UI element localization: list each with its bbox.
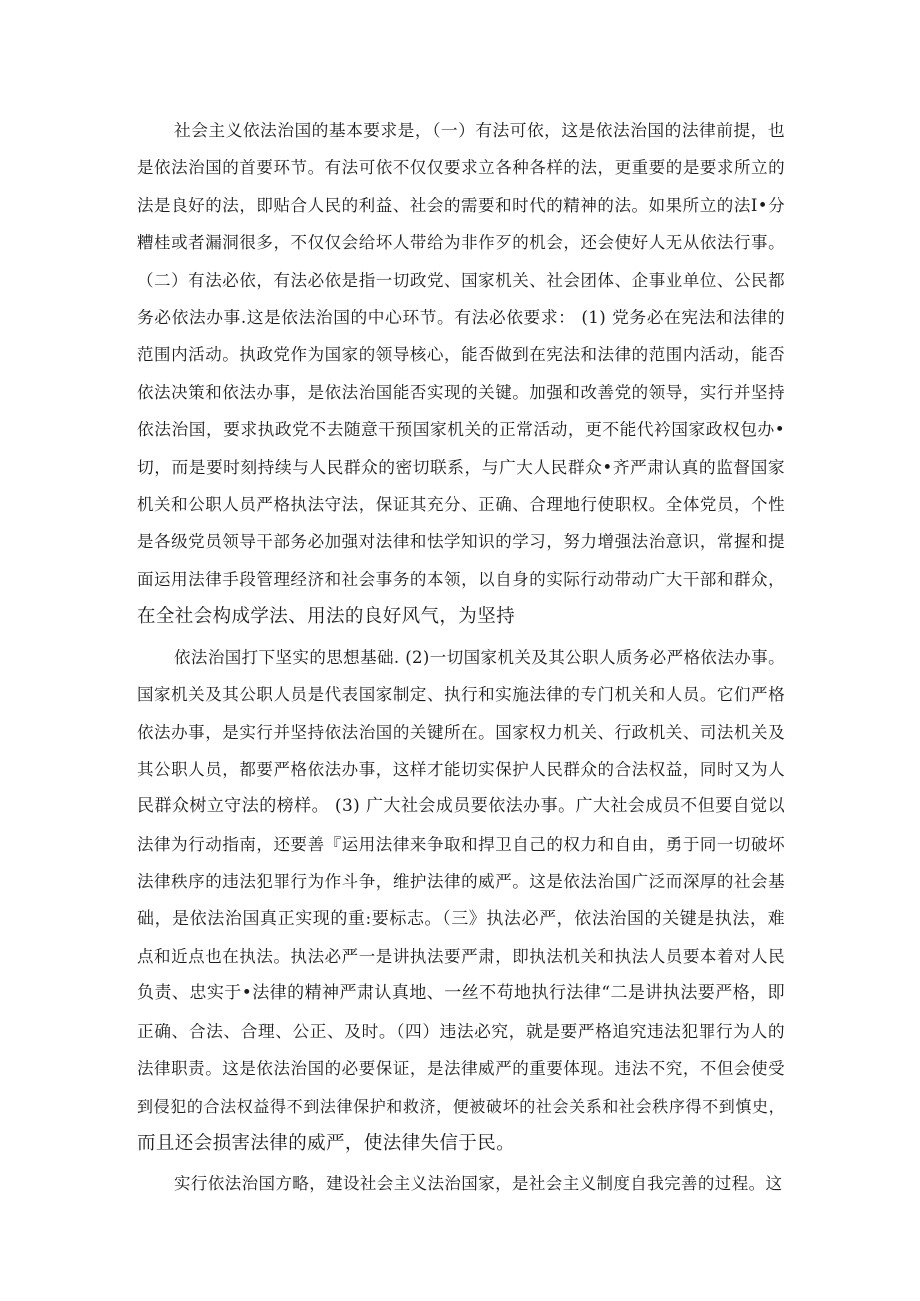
text-line: （二）有法必依，有法必依是指一切政党、国家机关、社会团体、企事业单位、公民都	[137, 270, 785, 290]
text-line: 点和近点也在执法。执法必严一是讲执法要严肃，即执法机关和执法人员要本着对人民	[137, 946, 785, 966]
paragraph-1	[137, 112, 785, 636]
text-line: 实行依法治国方略，建设社会主义法治国家，是社会主义制度自我完善的过程。这	[174, 1174, 783, 1194]
text-line: 其公职人员，都要严格依法办事，这样才能切实保护人民群众的合法权益，同时又为人	[137, 759, 785, 779]
text-line: 切，而是要时刻持续与人民群众的密切联系，与广大人民群众•齐严肃认真的监督国家	[137, 456, 785, 477]
text-line: 机关和公职人员严格执法守法，保证其充分、正确、合理地行使职权。全体党员，个性	[137, 495, 785, 515]
text-line: 础，是依法治国真正实现的重:要标志。（三》执法必严，依法治国的关键是执法，难	[137, 908, 785, 929]
text-line: 正确、合法、合理、公正、及时。（四）违法必究，就是要严格追究违法犯罪行为人的	[137, 1020, 785, 1041]
text-line: 民群众树立守法的榜样。 (3) 广大社会成员要依法办事。广大社会成员不但要自觉以	[137, 796, 785, 817]
document-page	[137, 112, 785, 1203]
paragraph-3	[137, 1165, 785, 1202]
text-line: 法律职责。这是依法治国的必要保证，是法律威严的重要体现。违法不究，不但会使受	[137, 1059, 785, 1079]
text-line: 依法治国打下坚实的思想基础. (2)一切国家机关及其公职人质务必严格依法办事。	[174, 647, 785, 667]
text-line: 国家机关及其公职人员是代表国家制定、执行和实施法律的专门机关和人员。它们严格	[137, 685, 785, 705]
text-line: 在全社会构成学法、用法的良好风气，为坚持	[137, 606, 516, 628]
text-line: 法是良好的法，即贴合人民的利益、社会的需要和时代的精神的法。如果所立的法I•分	[137, 195, 785, 215]
text-line: 是各级党员领导干部务必加强对法律和怯学知识的学习，努力增强法治意识，常握和提	[137, 532, 785, 552]
text-line: 依法治国，要求执政党不去随意干预国家机关的正常活动，更不能代衿国家政权包办•	[137, 419, 785, 440]
text-line: 务必依法办事.这是依法治国的中心环节。有法必依要求： (1) 党务必在宪法和法律的	[137, 307, 785, 328]
text-line: 面运用法律手段管理经济和社会事务的本领，以自身的实际行动带动广大干部和群众，	[137, 569, 785, 589]
text-line: 依法决策和依法办事，是依法治国能否实现的关键。加强和改善党的领导，实行并坚持	[137, 382, 785, 402]
text-line: 是依法治国的首要环节。有法可依不仅仅要求立各种各样的法，更重要的是要求所立的	[137, 158, 785, 178]
text-line: 法律秩序的违法犯罪行为作斗争，维护法律的威严。这是依法治国广泛而深厚的社会基	[137, 872, 785, 892]
paragraph-2	[137, 639, 785, 1163]
text-line: 而且还会损害法律的威严，使法律失信于民。	[137, 1132, 516, 1154]
text-line: 到侵犯的合法权益得不到法律保护和救济，便被破坏的社会关系和社会秩序得不到慎史，	[137, 1096, 785, 1116]
text-line: 范围内活动。执政党作为国家的领导核心，能否做到在宪法和法律的范围内活动，能否	[137, 345, 785, 365]
text-line: 社会主义依法治国的基本要求是，（一）有法可依，这是依法治国的法律前提，也	[174, 120, 785, 140]
text-line: 糟桂或者漏洞很多，不仅仅会给坏人带给为非作歹的机会，还会使好人无从依法行事。	[137, 233, 785, 253]
text-line: 法律为行动指南，还要善『运用法律来争取和捍卫自己的权力和自由，勇于同一切破坏	[137, 834, 785, 854]
text-line: 负责、忠实于•法律的精神严肃认真地、一丝不苟地执行法律“二是讲执法要严格，即	[137, 983, 785, 1004]
text-line: 依法办事，是实行并坚持依法治国的关键所在。国家权力机关、行政机关、司法机关及	[137, 722, 785, 742]
